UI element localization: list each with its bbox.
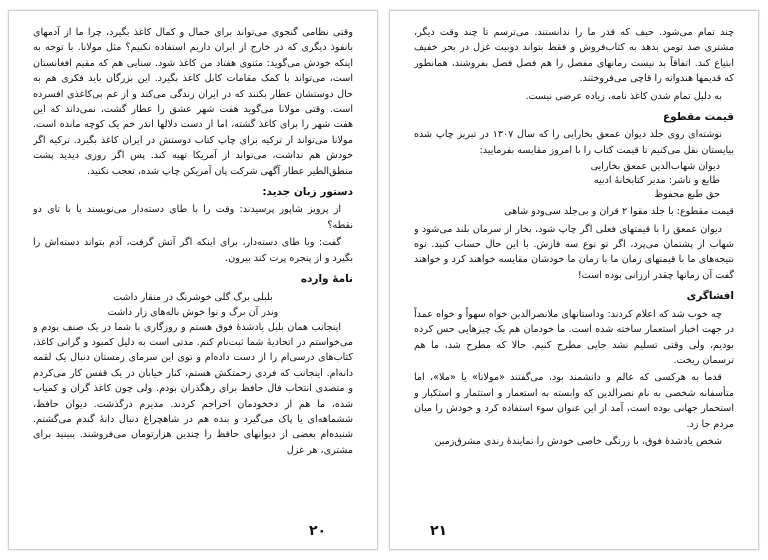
page-number: ۲۰ [309,523,327,539]
paragraph: چه خوب شد که اعلام کردند: وداستانهای ملانصرالدین خواه سهواً و خواه عمداً در جهت اخبار استعمار ساخته شده است. ما خودمان هم یک چیزهایی حس کرده بودیم، ولی وقتی تسلیم نشد جایی مطرح کنیم. حالا که مطرح شد، ما هم ترسمان ریخت. [414,308,734,366]
list-item: دیوان شهاب‌الدین عمعق بخارایی [590,161,720,173]
verse-line: بلبلی برگ گلی خوشرنگ در منقار داشت [113,291,273,303]
paragraph: به دلیل تمام شدن کاغذ نامه، زیاده عرضی نیست. [525,90,722,102]
book-info-list [414,160,734,202]
paragraph: دیوان عمعق را با قیمتهای فعلی اگر چاپ شود، بخار از سرمان بلند می‌شود و شهاب از پشتمان می‌پرد، اگر تو نوع سه فازش. با این حال حساب کنید. نوه نتیجه‌های ما با قیمتهای زمان ما با زمان ما خودشان مقایسه خواهند کرد و خواهند گفت آن زمانها چقدر ارزانی بوده است! [414,223,734,281]
paragraph: از پرویز شاپور پرسیدند: وقت را با طای دسته‌دار می‌نویسند یا با تای دو نقطه؟ [33,204,353,231]
right-page [389,10,759,550]
paragraph: وقتی نظامی گنجوی می‌تواند برای جمال و کمال کاغذ بگیرد، چرا ما از آدمهای بانفوذ دیگری که در خارج از ایران داریم استفاده نکنیم؟ مثل مولانا. با توجه به اینکه خودش می‌گوید: مثنوی هفتاد من کاغذ شود. سنایی هم که مقیم افغانستان است، می‌تواند با کمک مقامات کابل کاغذ بگیرد. این بزرگان باید فکری هم به حال دوستشان عطار بکنند که در ایران زندگی می‌کند و از غم بی‌کاغذی افسرده است. وقتی مولانا می‌گوید هفت شهر عشق را عطار گشت، نمی‌داند که این هفت شهر را برای کاغذ گشته، اما از دست دلالها اندر خم یک کوچه مانده است. مولانا می‌تواند از ترکیه برای چاپ کتاب دوستش در ایران کاغذ بگیرد. ترکیه اگر خودش هم نداشت، می‌تواند از آمریکا تهیه کند. پس اگر روزی دیدید پشت منطق‌الطیر عطار آگهی شرکت پان آمریکن چاپ شده، تعجب نکنید. [33,27,353,177]
list-item: حق طبع محفوظ [654,189,720,201]
paragraph: شخص یادشدهٔ فوق، با زرنگی خاصی خودش را نمایندهٔ رندی مشرق‌زمین [434,435,722,447]
paragraph: گفت: وبا طای دسته‌دار، برای اینکه اگر آتش گرفت، آدم بتواند دسته‌اش را بگیرد و از پنجره پرت کند بیرون. [33,237,353,264]
paragraph: قیمت مقطوع: با جلد مقوا ۲ قران و بی‌جلد سی‌ودو شاهی [504,206,734,218]
section-heading-exposure: افشاگری [686,290,734,303]
page-number: ۲۱ [430,523,448,539]
verse-line: وندر آن برگ و نوا خوش ناله‌های زار داشت [107,306,279,318]
left-page-content [33,25,353,513]
paragraph: اینجانب همان بلبل یادشدهٔ فوق هستم و روزگاری با شما در یک صنف بودم و می‌خواستم در اتحادیهٔ شما ثبت‌نام کنم. مدتی است به دلیل کمبود و گرانی کاغذ، کتاب‌های درسی‌ام را از دست داده‌ام و توی این سرمای زمستان دنبال یک لقمه دانه‌ام. اینجانب که فردی زحمتکش هستم، کنار خیابان در یک قفس کار می‌کردم و متصدی انتخاب فال حافظ برای رهگذران بودم. ولی چون کاغذ گران و کمیاب شده، ما هم از دخخودمان اخراجم کردند. مدیرم درگذشت. دیوان حافظ، ششماهه‌ای یا پاک می‌گیرد و بنده هم در شاهچراغ دنبال دانهٔ گندم می‌گشتم. شنیده‌ام بعضی از دیوانهای حافظ را چندین هزارتومان می‌فروشند. ببینید برای مشتری، هر غزل [33,321,353,456]
list-item: طابع و ناشر: مدیر کتابخانهٔ ادبیه [593,175,720,187]
paragraph: چند تمام می‌شود. حیف که قدر ما را ندانستند. می‌ترسم تا چند وقت دیگر، مشتری صد تومن بدهد به کتاب‌فروش و فقط بتواند دوبیت غزل در بحر خفیف ابتیاع کند. اتفاقاً بد نیست رمانهای مفصل را هم فصل فصل بفروشند، همانطور که قدیمها هندوانه را قاچی می‌فروختند. [414,27,734,85]
paragraph: قدما به هرکسی که عالم و دانشمند بود، می‌گفتند «مولانا» یا «ملا»، اما متأسفانه شخصی به نام نصرالدین که وابسته به استعمار و استثمار و استکبار و استحمار جهانی بوده است، آمد از این عنوان سوء استفاده کرد و خودش را میان مردم جا زد. [414,372,734,430]
right-page-content [414,25,734,513]
left-page [8,10,378,550]
section-heading-letter: نامهٔ وارده [300,273,353,286]
section-heading-grammar: دستور زبان جدید: [262,186,353,199]
paragraph: نوشته‌ای روی جلد دیوان عمعق بخارایی را که سال ۱۳۰۷ در تبریز چاپ شده بیایستان نقل می‌کنیم تا قیمت کتاب را با امروز مقایسه بفرمایید: [414,129,734,156]
section-heading-fixed-price: قیمت مقطوع [662,111,734,124]
